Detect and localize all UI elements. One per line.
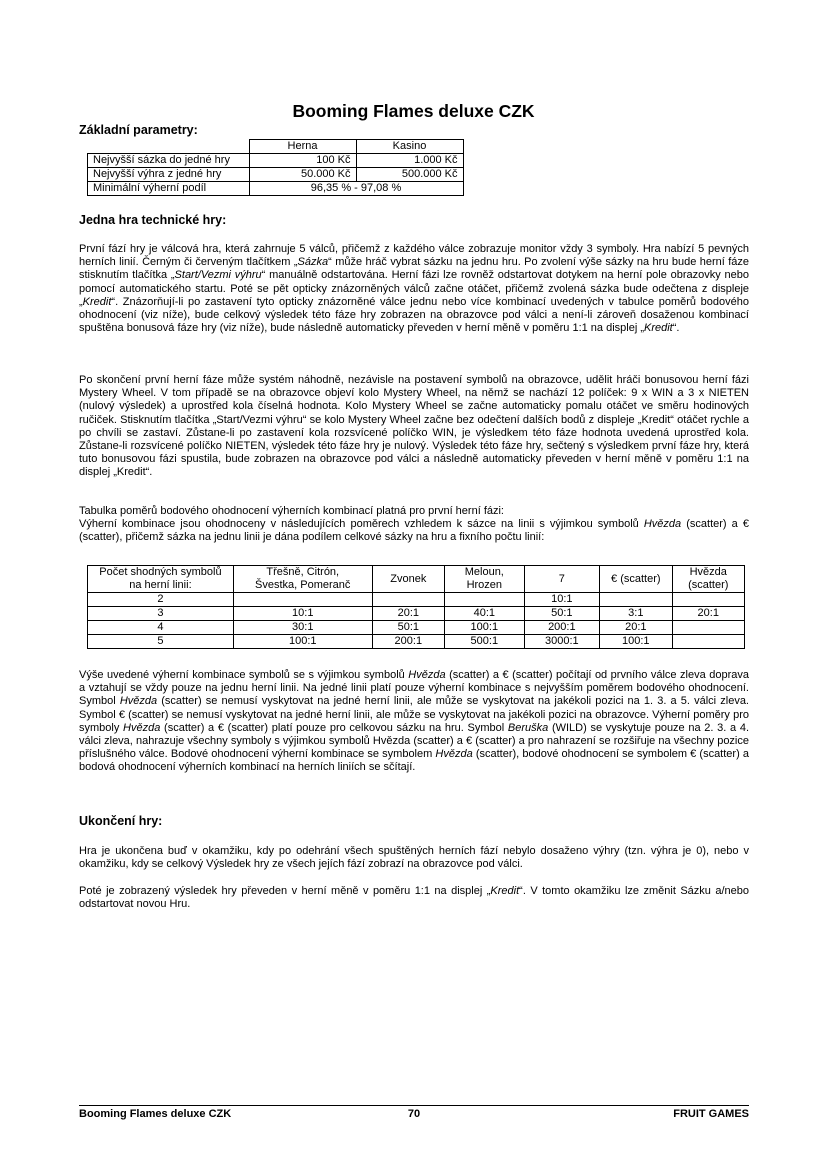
payout-cell: 20:1 bbox=[600, 621, 672, 635]
payout-cell: 100:1 bbox=[445, 621, 525, 635]
payout-cell bbox=[600, 593, 672, 607]
paragraph-scatter-rules: Výše uvedené výherní kombinace symbolů se s výjimkou symbolů Hvězda (scatter) a € (scatter) počítají od prvního válce zleva doprava a vztahují se vždy pouze na jednu herní linii. Na jedné linii platí pouze výherní kombinace s nejvyšším poměrem bodového ohodnocení. Symbol Hvězda (scatter) se nemusí vyskytovat na jedné herní linii, ale může se vyskytovat na jakékoli pozici na 1. 3. a 5. válci zleva. Symbol € (scatter) se nemusí vyskytovat na jedné herní linii, ale může se vyskytovat na jakékoli pozici na obrazovce. Výherní poměry pro symboly Hvězda (scatter) a € (scatter) platí pouze pro celkovou sázku na hru. Symbol Beruška (WILD) se vyskytuje pouze na 2. 3. a 4. válci zleva, nahrazuje všechny symboly s výjimkou symbolů Hvězda (scatter) a € (scatter) a pro nahrazení se rozšiřuje na všechny pozice příslušného válce. Bodové ohodnocení výherní kombinace se symbolem Hvězda (scatter), bodové ohodnocení se symbolem € (scatter) a bodová ohodnocení výherních kombinací na herních liniích se sčítají. bbox=[79, 669, 750, 774]
payout-header-seven: 7 bbox=[524, 566, 599, 593]
payout-cell bbox=[672, 593, 745, 607]
payout-cell bbox=[672, 635, 745, 649]
param-min-value: 96,35 % - 97,08 % bbox=[249, 182, 463, 196]
payout-header-fruits: Třešně, Citrón, Švestka, Pomeranč bbox=[233, 566, 372, 593]
payout-table bbox=[87, 565, 745, 649]
document-title: Booming Flames deluxe CZK bbox=[292, 101, 535, 121]
paragraph-transfer: Poté je zobrazený výsledek hry převeden v herní měně v poměru 1:1 na displej „Kredit“. V tomto okamžiku lze změnit Sázku a/nebo odstartovat novou Hru. bbox=[79, 885, 749, 911]
param-label: Minimální výherní podíl bbox=[88, 182, 250, 196]
payout-cell bbox=[372, 593, 444, 607]
payout-header-euro: € (scatter) bbox=[600, 566, 672, 593]
payout-header-count: Počet shodných symbolů na herní linii: bbox=[88, 566, 234, 593]
payout-cell: 200:1 bbox=[372, 635, 444, 649]
payout-cell: 100:1 bbox=[600, 635, 672, 649]
param-label: Nejvyšší sázka do jedné hry bbox=[88, 154, 250, 168]
payout-row bbox=[88, 593, 745, 607]
payout-cell: 50:1 bbox=[372, 621, 444, 635]
paragraph-first-phase: První fází hry je válcová hra, která zahrnuje 5 válců, přičemž z každého válce zobrazuje monitor vždy 3 symboly. Hra nabízí 5 pevných herních linií. Černým či červeným tlačítkem „Sázka“ může hráč vybrat sázku na jednu hru. Po zvolení výše sázky na hru bude herní fáze stisknutím tlačítka „Start/Vezmi výhru“ manuálně odstartována. Herní fázi lze rovněž odstartovat dotykem na herní pole obrazovky nebo pomocí automatického startu. Poté se pět opticky znázorněných válců začne otáčet, přičemž zvolená sázka bude odečtena z displeje „Kredit“. Znázorňují-li po zastavení tyto opticky znázorněné válce jednu nebo více kombinací uvedených v tabulce poměrů bodového ohodnocení (viz níže), bude celkový výsledek této fáze hry zobrazen na obrazovce pod válci a není-li zároveň dosaženou kombinací spuštěna bonusová fáze hry (viz níže), bude následně automaticky převeden v herní měně v poměru 1:1 na displej „Kredit“. bbox=[79, 243, 750, 335]
payout-cell: 100:1 bbox=[233, 635, 372, 649]
payout-cell: 500:1 bbox=[445, 635, 525, 649]
page-footer bbox=[79, 1105, 749, 1122]
payout-cell: 10:1 bbox=[524, 593, 599, 607]
footer-title: Booming Flames deluxe CZK bbox=[79, 1108, 232, 1120]
paragraph-mystery-wheel: Po skončení první herní fáze může systém náhodně, nezávisle na postavení symbolů na obrazovce, udělit hráči bonusovou herní fázi Mystery Wheel. V tom případě se na obrazovce objeví kolo Mystery Wheel, na němž se nachází 12 políček: 9 x WIN a 3 x NIETEN (nulový výsledek) a uprostřed kola číselná hodnota. Kolo Mystery Wheel se začne automaticky pomalu otáčet ve směru hodinových ručiček. Stisknutím tlačítka „Start/Vezmi výhru“ se kolo Mystery Wheel začne bez odečtení dalších bodů z displeje „Kredit“ otáčet rychle a po chvíli se zastaví. Zůstane-li po zastavení kola rozsvícené políčko WIN, je výsledkem této fáze hodnota uvedená uprostřed kola. Zůstane-li rozsvícené políčko NIETEN, výsledek této fáze hry je nulový. Výsledek této fáze hry, sečtený s výsledkem první fáze hry, která tuto bonusovou fázi spustila, bude zobrazen na obrazovce pod válci a následně automaticky převeden v herní měně v poměru 1:1 na displej „Kredit“. bbox=[79, 374, 749, 479]
payout-row bbox=[88, 607, 745, 621]
payout-row bbox=[88, 621, 745, 635]
param-herna: 100 Kč bbox=[249, 154, 356, 168]
payout-cell bbox=[445, 593, 525, 607]
params-row bbox=[88, 154, 464, 168]
payout-cell bbox=[672, 621, 745, 635]
footer-page-number: 70 bbox=[407, 1108, 421, 1120]
payout-cell: 5 bbox=[88, 635, 234, 649]
payout-cell: 3000:1 bbox=[524, 635, 599, 649]
payout-cell: 4 bbox=[88, 621, 234, 635]
col-kasino: Kasino bbox=[356, 140, 463, 154]
footer-section: FRUIT GAMES bbox=[673, 1108, 749, 1120]
payout-cell: 50:1 bbox=[524, 607, 599, 621]
payout-cell: 40:1 bbox=[445, 607, 525, 621]
paragraph-end-of-game: Hra je ukončena buď v okamžiku, kdy po odehrání všech spuštěných herních fází nebylo dosaženo výhry (tzn. výhra je 0), nebo v okamžiku, kdy se celkový Výsledek hry ze všech jejích fází zobrazí na obrazovce pod válci. bbox=[79, 845, 749, 871]
payout-cell: 10:1 bbox=[233, 607, 372, 621]
payout-cell: 2 bbox=[88, 593, 234, 607]
paragraph-table-intro: Tabulka poměrů bodového ohodnocení výherních kombinací platná pro první herní fázi: Výherní kombinace jsou ohodnoceny v následujících poměrech vzhledem k sázce na linii s výjimkou symbolů Hvězda (scatter) a € (scatter), přičemž sázka na jednu linii je dána podílem celkové sázky na hru a fixního počtu linií: bbox=[79, 505, 749, 544]
payout-cell bbox=[233, 593, 372, 607]
section-heading-game: Jedna hra technické hry: bbox=[79, 213, 227, 227]
payout-row bbox=[88, 635, 745, 649]
payout-header-melon: Meloun, Hrozen bbox=[445, 566, 525, 593]
param-herna: 50.000 Kč bbox=[249, 168, 356, 182]
param-label: Nejvyšší výhra z jedné hry bbox=[88, 168, 250, 182]
payout-cell: 3 bbox=[88, 607, 234, 621]
params-row bbox=[88, 182, 464, 196]
params-heading: Základní parametry: bbox=[79, 123, 198, 137]
col-herna: Herna bbox=[249, 140, 356, 154]
params-row bbox=[88, 168, 464, 182]
section-heading-end: Ukončení hry: bbox=[79, 814, 163, 828]
params-table bbox=[87, 139, 464, 196]
param-kasino: 1.000 Kč bbox=[356, 154, 463, 168]
payout-cell: 3:1 bbox=[600, 607, 672, 621]
payout-header-row bbox=[88, 566, 745, 593]
payout-cell: 20:1 bbox=[672, 607, 745, 621]
payout-header-bell: Zvonek bbox=[372, 566, 444, 593]
param-kasino: 500.000 Kč bbox=[356, 168, 463, 182]
payout-cell: 30:1 bbox=[233, 621, 372, 635]
payout-cell: 20:1 bbox=[372, 607, 444, 621]
params-header-row bbox=[88, 140, 464, 154]
payout-cell: 200:1 bbox=[524, 621, 599, 635]
payout-header-star: Hvězda (scatter) bbox=[672, 566, 745, 593]
